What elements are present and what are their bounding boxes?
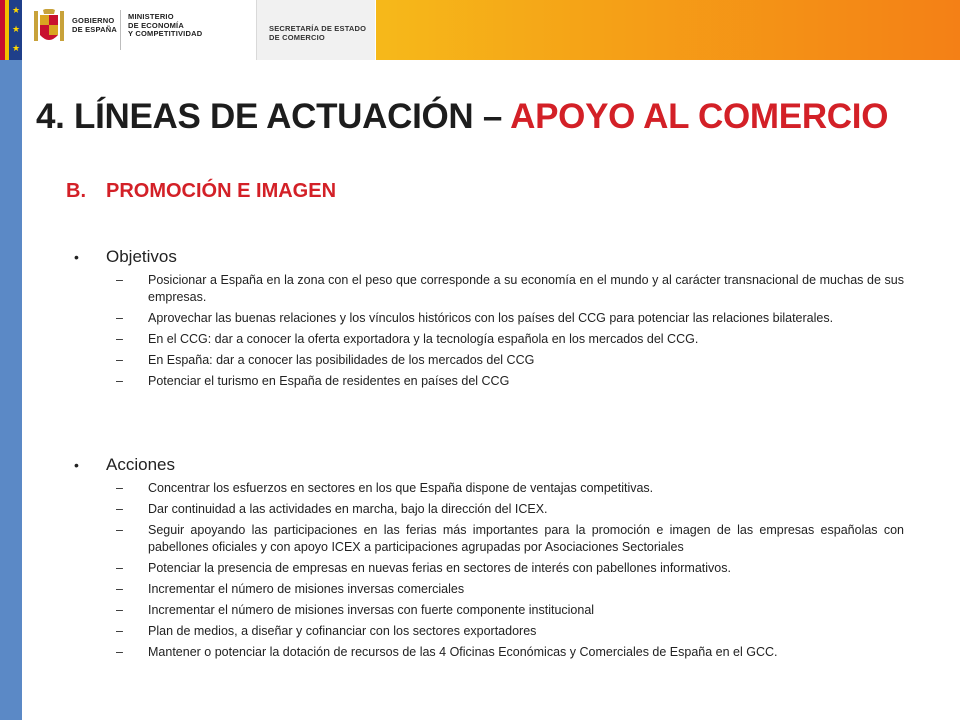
bullet-icon: • [74,457,79,473]
objetivos-heading: • Objetivos [74,247,177,266]
list-item: – En el CCG: dar a conocer la oferta exportadora y la tecnología española en los mercados del CCG. [116,332,699,346]
title-main: 4. LÍNEAS DE ACTUACIÓN – [36,97,511,136]
dash-icon: – [116,273,123,287]
section-label: PROMOCIÓN E IMAGEN [106,180,337,202]
eu-star-icon: ★ [12,5,21,15]
eu-star-icon: ★ [12,43,21,53]
dash-icon: – [116,332,123,346]
government-label: GOBIERNO DE ESPAÑA [72,16,118,34]
dash-icon: – [116,624,123,638]
section-letter: B. [66,180,86,202]
list-item: – Seguir apoyando las participaciones en las ferias más importantes para la promoción e imagen de las empresas españolas con pabellones oficiales y con apoyo ICEX a participaciones agrupadas por Asociaciones Sectoriales [116,523,904,554]
dash-icon: – [116,582,123,596]
list-item: – Potenciar el turismo en España de residentes en países del CCG [116,374,510,388]
list-item: – Incrementar el número de misiones inversas comerciales [116,582,465,596]
dash-icon: – [116,502,123,516]
dash-icon: – [116,645,123,659]
coat-of-arms-icon [32,9,66,49]
eu-flag-strip [0,0,22,60]
list-item: – Posicionar a España en la zona con el peso que corresponde a su economía en el mundo y al carácter transnacional de muchas de sus empresas. [116,273,904,304]
objetivos-list [74,272,904,390]
dash-icon: – [116,374,123,388]
dash-icon: – [116,603,123,617]
bullet-icon: • [74,249,79,265]
list-item: – Mantener o potenciar la dotación de recursos de las 4 Oficinas Económicas y Comerciales de España en el GCC. [116,645,778,659]
ministry-label: MINISTERIO DE ECONOMÍA Y COMPETITIVIDAD [128,12,203,38]
list-item: – Incrementar el número de misiones inversas con fuerte componente institucional [116,603,595,617]
objetivos-group [74,246,904,390]
eu-star-icon: ★ [12,24,21,34]
title-accent: APOYO AL COMERCIO [510,97,889,136]
secretariat-label: SECRETARÍA DE ESTADO DE COMERCIO [269,24,367,42]
list-item: – Plan de medios, a diseñar y cofinanciar con los sectores exportadores [116,624,537,638]
dash-icon: – [116,481,123,495]
header-band [0,0,960,60]
list-item: – Aprovechar las buenas relaciones y los vínculos históricos con los países del CCG para potenciar las relaciones bilaterales. [116,311,834,325]
dash-icon: – [116,561,123,575]
list-item: – Dar continuidad a las actividades en marcha, bajo la dirección del ICEX. [116,502,548,516]
list-item: – Concentrar los esfuerzos en sectores en los que España dispone de ventajas competitivas. [116,481,654,495]
header-divider [120,10,121,50]
secretariat-panel [256,0,375,60]
dash-icon: – [116,353,123,367]
dash-icon: – [116,523,123,537]
acciones-list [74,480,904,661]
slide-title [36,97,888,137]
section-heading [66,180,336,203]
acciones-heading: • Acciones [74,455,175,474]
acciones-group [74,454,904,661]
list-item: – Potenciar la presencia de empresas en nuevas ferias en sectores de interés con pabellones informativos. [116,561,731,575]
left-accent-bar [0,60,22,720]
list-item: – En España: dar a conocer las posibilidades de los mercados del CCG [116,353,535,367]
dash-icon: – [116,311,123,325]
